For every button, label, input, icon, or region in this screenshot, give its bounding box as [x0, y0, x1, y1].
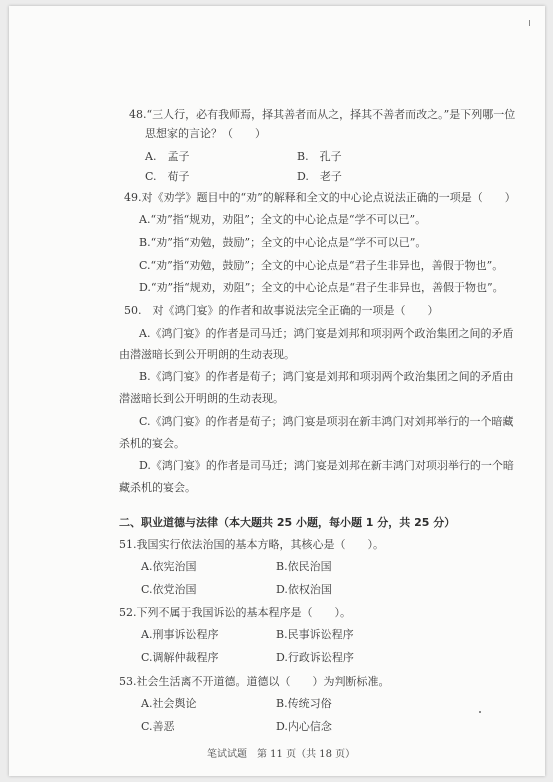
section-2-title: 二、职业道德与法律（本大题共 25 小题，每小题 1 分，共 25 分）	[119, 516, 456, 529]
q48-option-a: A. 孟子	[145, 150, 190, 163]
q50-option-b-line2: 潜滋暗长到公开明朗的生动表现。	[119, 392, 284, 405]
exam-page	[9, 6, 545, 776]
q50-option-d-line1: D.《鸿门宴》的作者是司马迁；鸿门宴是刘邦在新丰鸿门对项羽举行的一个暗	[139, 459, 514, 472]
q49-option-a: A.“劝”指“规劝，劝阻”；全文的中心论点是“学不可以已”。	[139, 213, 427, 226]
q51-option-d: D.依权治国	[276, 583, 332, 596]
q53-option-b: B.传统习俗	[276, 697, 332, 710]
q49-option-d: D.“劝”指“规劝，劝阻”；全文的中心论点是“君子生非异也，善假于物也”。	[139, 281, 504, 294]
q50-option-c-line2: 杀机的宴会。	[119, 437, 185, 450]
q50-option-c-line1: C.《鸿门宴》的作者是荀子；鸿门宴是项羽在新丰鸿门对刘邦举行的一个暗藏	[139, 415, 514, 428]
q49-stem: 49.对《劝学》题目中的“劝”的解释和全文的中心论点说法正确的一项是（ ）	[124, 191, 516, 204]
q52-option-a: A.刑事诉讼程序	[141, 628, 219, 641]
q50-option-a-line1: A.《鸿门宴》的作者是司马迁；鸿门宴是刘邦和项羽两个政治集团之间的矛盾	[139, 327, 514, 340]
q51-option-b: B.依民治国	[276, 560, 332, 573]
q50-option-a-line2: 由潜滋暗长到公开明朗的生动表现。	[119, 348, 295, 361]
q48-stem-line1: 48.“三人行，必有我师焉，择其善者而从之，择其不善者而改之。”是下列哪一位	[129, 108, 516, 121]
scan-speck	[479, 711, 481, 713]
q51-option-c: C.依党治国	[141, 583, 197, 596]
q52-option-d: D.行政诉讼程序	[276, 651, 354, 664]
q49-option-c: C.“劝”指“劝勉，鼓励”；全文的中心论点是“君子生非异也，善假于物也”。	[139, 259, 504, 272]
q51-option-a: A.依宪治国	[141, 560, 197, 573]
q49-option-b: B.“劝”指“劝勉，鼓励”；全文的中心论点是“学不可以已”。	[139, 236, 427, 249]
q48-option-c: C. 荀子	[145, 170, 190, 183]
q51-stem: 51.我国实行依法治国的基本方略，其核心是（ ）。	[119, 538, 384, 551]
q48-option-d: D. 老子	[297, 170, 342, 183]
q48-option-b: B. 孔子	[297, 150, 342, 163]
q53-option-c: C.善恶	[141, 720, 175, 733]
q53-stem: 53.社会生活离不开道德。道德以（ ）为判断标准。	[119, 675, 390, 688]
q52-option-b: B.民事诉讼程序	[276, 628, 354, 641]
q48-stem-line2: 思想家的言论？（ ）	[145, 127, 266, 140]
page-footer: 笔试试题 第 11 页（共 18 页）	[207, 749, 356, 760]
q53-option-d: D.内心信念	[276, 720, 332, 733]
q50-option-b-line1: B.《鸿门宴》的作者是荀子；鸿门宴是刘邦和项羽两个政治集团之间的矛盾由	[139, 370, 514, 383]
scan-speck	[529, 20, 530, 26]
q52-option-c: C.调解仲裁程序	[141, 651, 219, 664]
q52-stem: 52.下列不属于我国诉讼的基本程序是（ ）。	[119, 606, 351, 619]
q50-option-d-line2: 藏杀机的宴会。	[119, 481, 196, 494]
q50-stem: 50. 对《鸿门宴》的作者和故事说法完全正确的一项是（ ）	[124, 304, 439, 317]
q53-option-a: A.社会舆论	[141, 697, 197, 710]
